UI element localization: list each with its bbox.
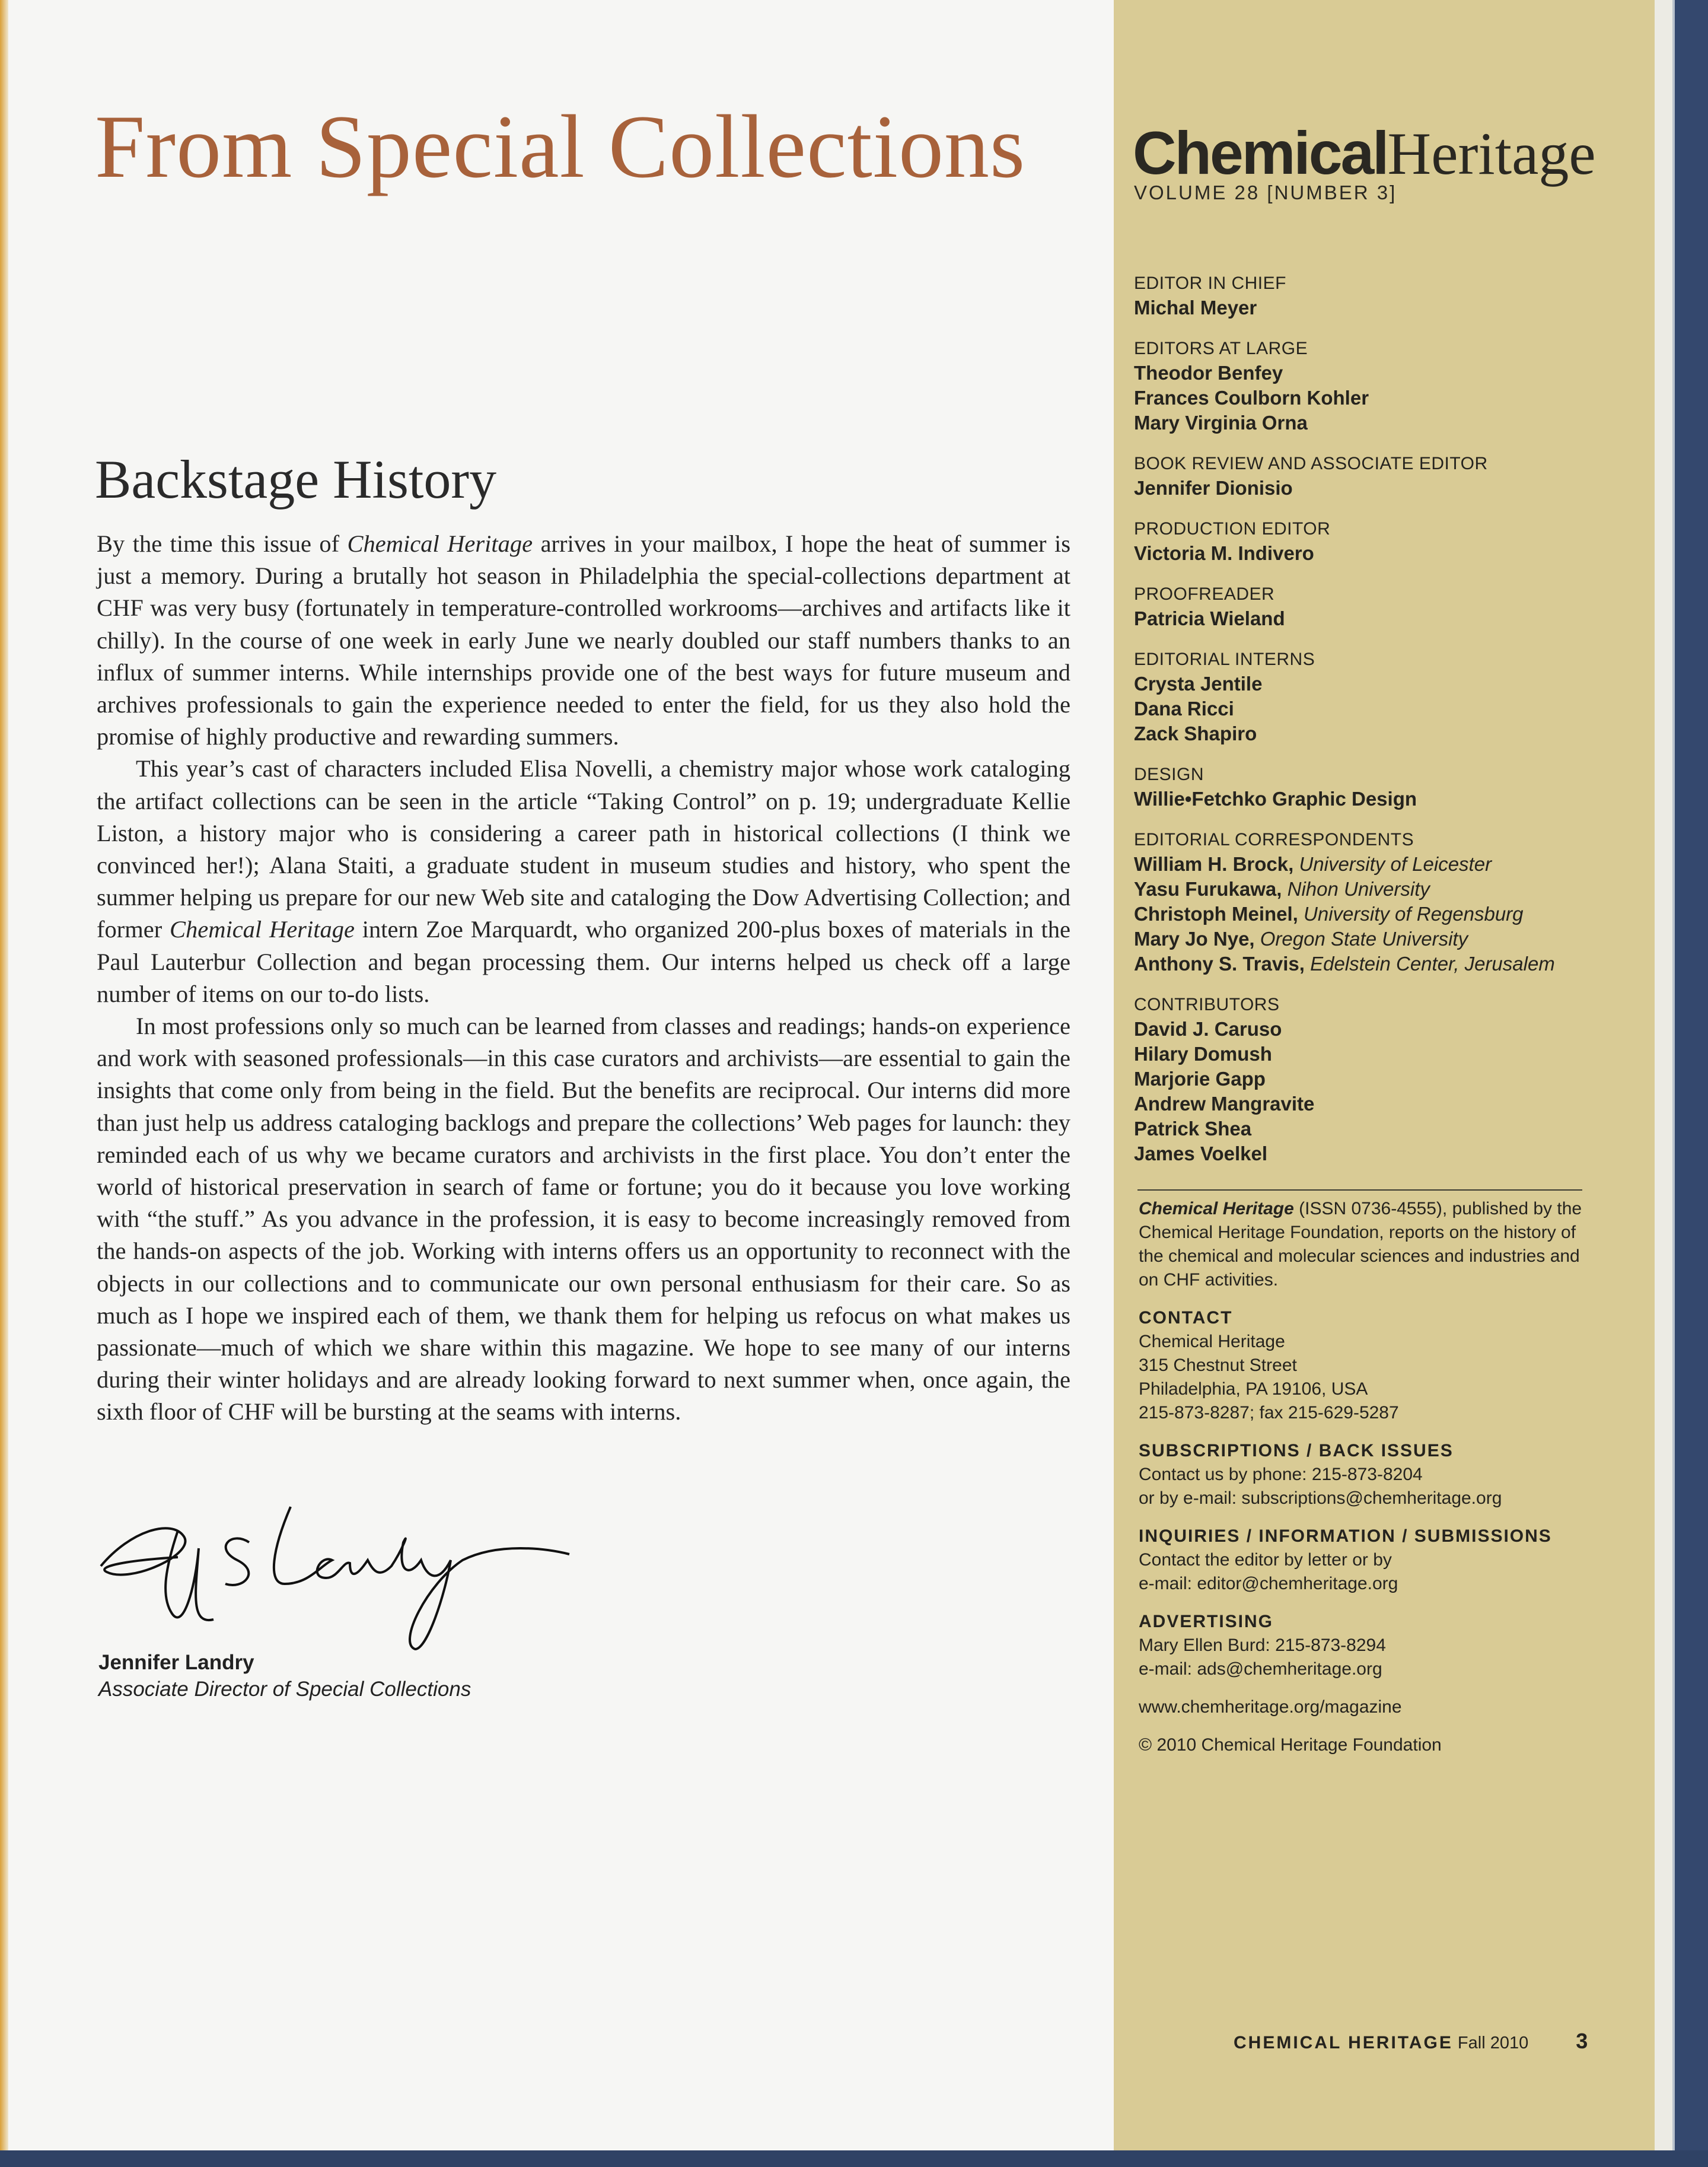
magazine-logo: ChemicalHeritage: [1133, 119, 1596, 187]
staff-role: EDITORS AT LARGE: [1134, 339, 1308, 358]
staff-name: Victoria M. Indivero: [1134, 542, 1314, 564]
staff-name: Dana Ricci: [1134, 698, 1234, 720]
subscriptions-email[interactable]: or by e-mail: subscriptions@chemheritage.org: [1139, 1488, 1502, 1508]
volume-number: VOLUME 28 [NUMBER 3]: [1134, 182, 1397, 203]
editor-email[interactable]: e-mail: editor@chemheritage.org: [1139, 1574, 1398, 1593]
staff-role: PROOFREADER: [1134, 584, 1275, 604]
staff-role: EDITORIAL CORRESPONDENTS: [1134, 830, 1414, 849]
staff-name: Hilary Domush: [1134, 1043, 1272, 1065]
staff-group: [1134, 452, 1644, 501]
paragraph: By the time this issue of Chemical Heritage arrives in your mailbox, I hope the heat of summer is just a memory. During a brutally hot season in Philadelphia the special-collections department at CHF was very busy (fortunately in temperature-controlled workrooms—archives and artifacts like it chilly). In the course of one week in early June we nearly doubled our staff numbers thanks to an influx of summer interns. While internships provide one of the best ways for future museum and archives professionals to gain the experience needed to enter the field, for us they also hold the promise of highly productive and rewarding summers.: [97, 530, 1070, 750]
author-name: Jennifer Landry: [98, 1651, 254, 1674]
divider: [1137, 1189, 1582, 1191]
staff-name: Jennifer Dionisio: [1134, 477, 1293, 499]
staff-group: [1134, 337, 1644, 435]
staff-name: Christoph Meinel, University of Regensburg: [1134, 903, 1524, 925]
staff-role: EDITORIAL INTERNS: [1134, 650, 1315, 669]
staff-role: PRODUCTION EDITOR: [1134, 519, 1331, 539]
staff-name: Zack Shapiro: [1134, 723, 1257, 744]
staff-name: James Voelkel: [1134, 1143, 1268, 1164]
ads-email[interactable]: e-mail: ads@chemheritage.org: [1139, 1659, 1382, 1679]
staff-name: Andrew Mangravite: [1134, 1093, 1315, 1115]
paragraph: This year’s cast of characters included Elisa Novelli, a chemistry major whose work cataloging the artifact collections can be seen in the article “Taking Control” on p. 19; undergraduate Kellie Liston, a history major who is considering a career path in historical collections (I think we convinced her!); Alana Staiti, a graduate student in museum studies and history, who spent the summer helping us prepare for our new Web site and cataloging the Dow Advertising Collection; and former Chemical Heritage intern Zoe Marquardt, who organized 200-plus boxes of materials in the Paul Lauterbur Collection and began processing them. Our interns helped us check off a large number of items on our to-do lists.: [97, 755, 1070, 1007]
staff-name: Crysta Jentile: [1134, 673, 1263, 695]
article-title: Backstage History: [95, 449, 497, 510]
staff-name: David J. Caruso: [1134, 1018, 1282, 1040]
paragraph: In most professions only so much can be learned from classes and readings; hands-on experience and work with seasoned professionals—in this case curators and archivists—are essential to gain the insights that come only from being in the field. But the benefits are reciprocal. Our interns did more than just help us address cataloging backlogs and prepare the collections’ Web pages for launch: they reminded each of us why we became curators and archivists in the first place. You don’t enter the world of historical preservation in search of fame or fortune; you do it because you love working with “the stuff.” As you advance in the profession, it is easy to become increasingly removed from the hands-on aspects of the job. Working with interns offers us an opportunity to reconnect with the objects in our collections and to communicate our own personal enthusiasm for their care. So as much as I hope we inspired each of them, we thank them for helping us refocus on what makes us passionate—much of which we share within this magazine. We hope to see many of our interns during their winter holidays and are already looking forward to next summer when, once again, the sixth floor of CHF will be bursting at the seams with interns.: [97, 1013, 1070, 1425]
staff-name: Mary Jo Nye, Oregon State University: [1134, 928, 1468, 950]
staff-name: Anthony S. Travis, Edelstein Center, Jerusalem: [1134, 953, 1555, 975]
staff-name: Willie•Fetchko Graphic Design: [1134, 788, 1417, 810]
staff-group: [1134, 828, 1644, 976]
section-title: From Special Collections: [95, 97, 1026, 196]
staff-group: [1134, 993, 1644, 1166]
scan-background: [0, 2150, 1708, 2167]
staff-name: Frances Coulborn Kohler: [1134, 387, 1369, 409]
copyright: © 2010 Chemical Heritage Foundation: [1139, 1735, 1442, 1755]
staff-name: Patricia Wieland: [1134, 607, 1285, 629]
staff-group: [1134, 517, 1644, 566]
staff-role: CONTRIBUTORS: [1134, 995, 1280, 1014]
page-footer: CHEMICAL HERITAGE Fall 2010 3: [1234, 2029, 1588, 2053]
signature-image: [95, 1495, 629, 1673]
staff-name: William H. Brock, University of Leicester: [1134, 853, 1492, 875]
staff-group: [1134, 272, 1644, 320]
staff-group: [1134, 583, 1644, 631]
website-link[interactable]: www.chemheritage.org/magazine: [1139, 1697, 1402, 1717]
staff-name: Michal Meyer: [1134, 297, 1257, 319]
staff-name: Yasu Furukawa, Nihon University: [1134, 878, 1430, 900]
staff-name: Theodor Benfey: [1134, 362, 1283, 384]
author-title: Associate Director of Special Collections: [98, 1678, 471, 1701]
staff-role: EDITOR IN CHIEF: [1134, 273, 1286, 293]
staff-list: [1134, 272, 1644, 1183]
staff-name: Patrick Shea: [1134, 1118, 1252, 1140]
staff-name: Marjorie Gapp: [1134, 1068, 1266, 1090]
publication-info: Chemical Heritage (ISSN 0736-4555), published by the Chemical Heritage Foundation, reports on the history of the chemical and molecular sciences and industries and on CHF activities. CONTACT Chemical Heritage 315 Chestnut Street Philadelphia, PA 19106, USA 215-873-8287; fax 215-629-5287 SUBSCRIPTIONS / BACK ISSUES Contact us by phone: 215-873-8204 or by e-mail: subscriptions@chemheritage.org INQUIRIES / INFORMATION / SUBMISSIONS Contact the editor by letter or by e-mail: editor@chemheritage.org ADVERTISING Mary Ellen Burd: 215-873-8294 e-mail: ads@chemheritage.org www.chemheritage.org/magazine © 2010 Chemical Heritage Foundation: [1139, 1197, 1601, 1757]
staff-role: DESIGN: [1134, 765, 1204, 784]
magazine-cover-edge: [1675, 0, 1708, 2167]
article-body: [97, 528, 1070, 1428]
page-edges: [1655, 0, 1675, 2150]
page-number: 3: [1576, 2029, 1588, 2053]
staff-group: [1134, 763, 1644, 812]
staff-role: BOOK REVIEW AND ASSOCIATE EDITOR: [1134, 454, 1488, 473]
staff-name: Mary Virginia Orna: [1134, 412, 1308, 434]
staff-group: [1134, 648, 1644, 746]
page-binding-edge: [0, 0, 8, 2150]
